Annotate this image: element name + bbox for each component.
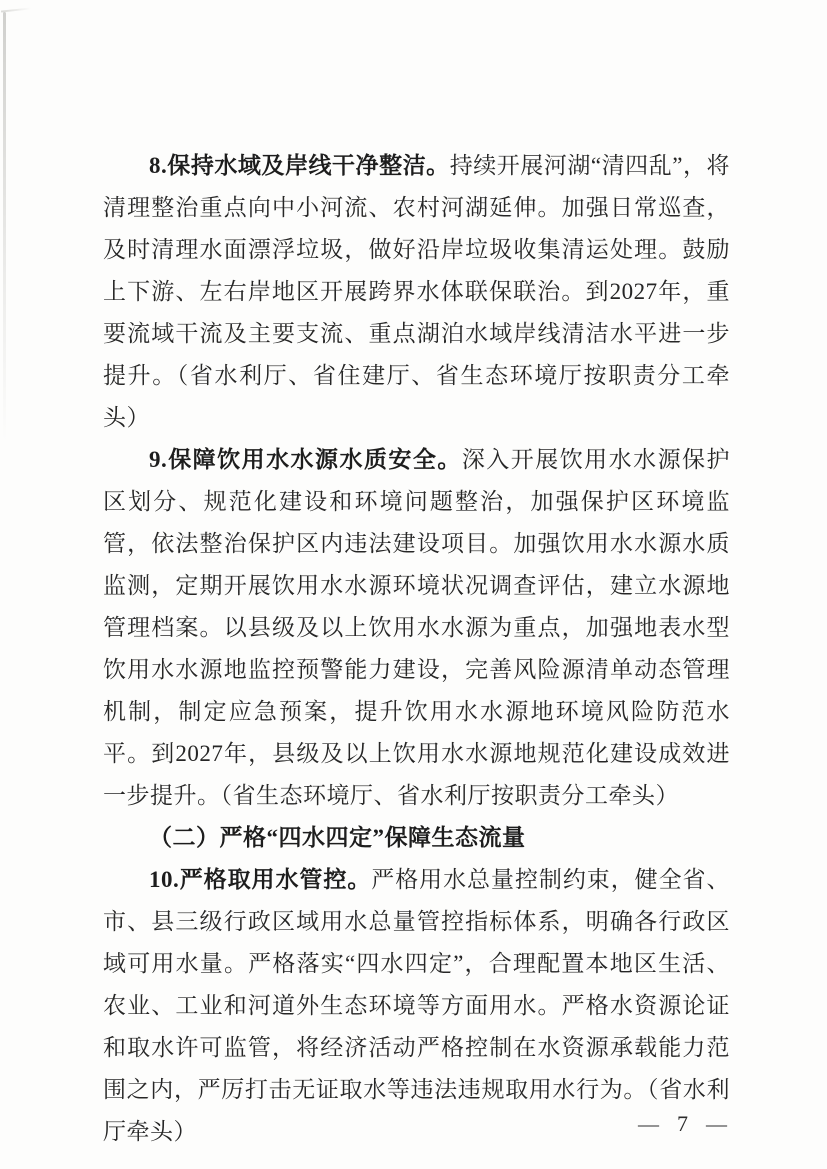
paragraph-8 — [103, 145, 730, 439]
section-heading — [103, 817, 730, 859]
page-number — [638, 1111, 727, 1137]
page-number-dash-left: — — [638, 1111, 659, 1136]
paragraph-10-lead: 10.严格取用水管控。 — [149, 867, 372, 892]
paragraph-8-body: 持续开展河湖“清四乱”，将清理整治重点向中小河流、农村河湖延伸。加强日常巡查，及时清理水面漂浮垃圾，做好沿岸垃圾收集清运处理。鼓励上下游、左右岸地区开展跨界水体联保联治。到2027年，重要流域干流及主要支流、重点湖泊水域岸线清洁水平进一步提升。（省水利厅、省住建厅、省生态环境厅按职责分工牵头） — [103, 153, 731, 430]
scan-corner-artifact — [1, 7, 31, 12]
section-heading-text: （二）严格“四水四定”保障生态流量 — [149, 825, 526, 850]
document-content — [103, 145, 730, 1153]
paragraph-9-lead: 9.保障饮用水水源水质安全。 — [149, 447, 462, 472]
paragraph-9 — [103, 439, 730, 817]
page-number-dash-right: — — [706, 1111, 727, 1136]
paragraph-10-body: 严格用水总量控制约束，健全省、市、县三级行政区域用水总量管控指标体系，明确各行政区域可用水量。严格落实“四水四定”，合理配置本地区生活、农业、工业和河道外生态环境等方面用水。严格水资源论证和取水许可监管，将经济活动严格控制在水资源承载能力范围之内，严厉打击无证取水等违法违规取用水行为。（省水利厅牵头） — [103, 867, 731, 1144]
paragraph-8-lead: 8.保持水域及岸线干净整洁。 — [149, 153, 450, 178]
page-number-value: 7 — [677, 1111, 688, 1136]
scan-edge-artifact — [3, 12, 6, 442]
paragraph-9-body: 深入开展饮用水水源保护区划分、规范化建设和环境问题整治，加强保护区环境监管，依法整治保护区内违法建设项目。加强饮用水水源水质监测，定期开展饮用水水源环境状况调查评估，建立水源地管理档案。以县级及以上饮用水水源为重点，加强地表水型饮用水水源地监控预警能力建设，完善风险源清单动态管理机制，制定应急预案，提升饮用水水源地环境风险防范水平。到2027年，县级及以上饮用水水源地规范化建设成效进一步提升。（省生态环境厅、省水利厅按职责分工牵头） — [103, 447, 731, 808]
paragraph-10 — [103, 859, 730, 1153]
